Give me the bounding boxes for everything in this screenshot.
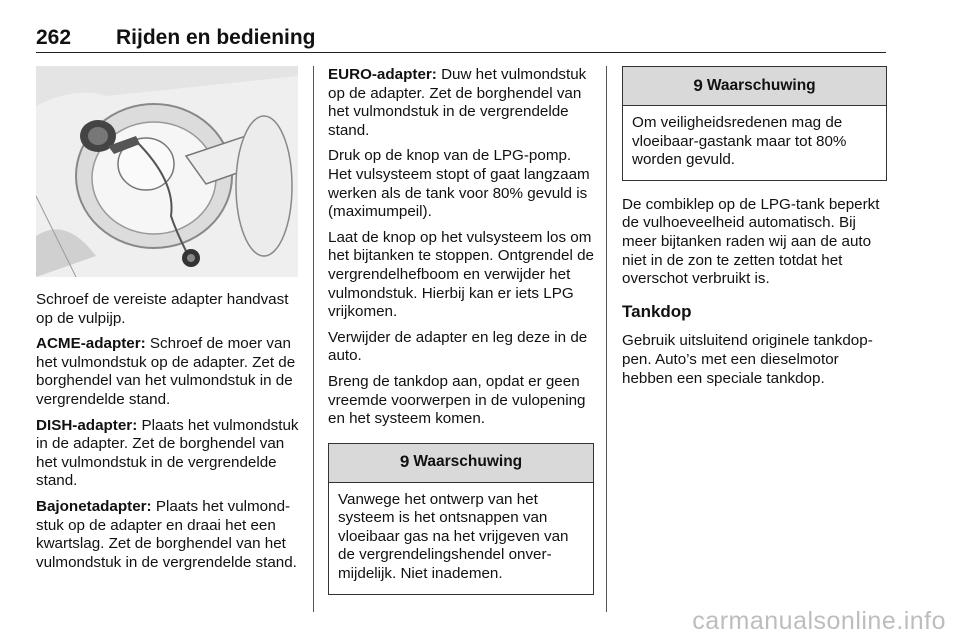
- column-1: [36, 66, 300, 579]
- warning-title: Waarschuwing: [706, 76, 816, 94]
- paragraph-euro: [328, 66, 594, 140]
- column-3: [622, 66, 887, 395]
- warning-box: [328, 443, 594, 595]
- warning-title: Waarschuwing: [413, 453, 523, 471]
- watermark: carmanualsonline.info: [692, 607, 946, 635]
- page-header: [36, 24, 886, 53]
- warning-triangle-icon: 9: [399, 452, 410, 472]
- warning-triangle-icon: 9: [693, 75, 703, 95]
- paragraph: De combiklep op de LPG-tank beperkt de vulhoeveelheid automatisch. Bij meer bijtanken raden wij aan de auto niet in de zon te zetten totdat het overschot verbruikt is.: [622, 195, 880, 288]
- paragraph: Gebruik uitsluitend originele tankdoppen. Auto’s met een dieselmotor hebben een speciale tankdop.: [622, 332, 873, 387]
- term-text: Duw het vulmondstuk op de adapter. Zet de borghendel van het vulmondstuk in de vergrendelde stand.: [328, 66, 587, 139]
- warning-body: [623, 106, 886, 180]
- paragraph: Schroef de vereiste adapter handvast op de vulpijp.: [36, 291, 289, 327]
- term-text: Plaats het vulmondstuk op de adapter en draai het een kwartslag. Zet de borghendel van het vulmondstuk in de vergrendelde stand.: [36, 497, 297, 571]
- term-text: Plaats het vulmondstuk in de adapter. Zet de borghendel van het vulmondstuk in de vergrendelde stand.: [36, 416, 299, 490]
- paragraph: Druk op de knop van de LPG-pomp. Het vulsysteem stopt of gaat langzaam werken als de tank voor 80% gevuld is (maximumpeil).: [328, 147, 590, 221]
- column-divider: [313, 66, 314, 612]
- term-label: EURO-adapter:: [328, 66, 437, 83]
- term-label: Bajonetadapter:: [36, 497, 152, 515]
- warning-header: [623, 67, 886, 106]
- warning-box: [622, 66, 887, 181]
- column-divider: [606, 66, 607, 612]
- page-title: Rijden en bediening: [116, 26, 316, 49]
- fuel-filler-figure: [36, 66, 298, 277]
- paragraph: Breng de tankdop aan, opdat er geen vreemde voorwerpen in de vulopening en het systeem komen.: [328, 372, 586, 428]
- page-number: 262: [36, 26, 72, 49]
- paragraph: Verwijder de adapter en leg deze in de auto.: [328, 328, 588, 365]
- term-label: DISH-adapter:: [36, 416, 138, 434]
- fuel-filler-lpg-adapter-illustration: [36, 66, 298, 277]
- warning-body: [329, 483, 593, 594]
- paragraph-bajonet: [36, 498, 300, 572]
- paragraph-acme: [36, 335, 300, 409]
- paragraph-dish: [36, 417, 300, 491]
- term-text: Schroef de moer van het vulmondstuk op de adapter. Zet de borghendel van het vulmondstuk in de vergrendelde stand.: [36, 335, 296, 408]
- warning-text: Om veiligheidsredenen mag de vloeibaar-gastank maar tot 80% worden gevuld.: [632, 114, 847, 169]
- warning-header: [329, 444, 593, 483]
- column-2: [328, 66, 594, 610]
- term-label: ACME-adapter:: [36, 335, 146, 353]
- paragraph: Laat de knop op het vulsysteem los om het bijtanken te stoppen. Ontgrendel de vergrendelhefboom en verwijder het vulmondstuk. Hierbij kan er iets LPG vrijkomen.: [328, 228, 594, 321]
- section-heading: Tankdop: [622, 301, 692, 321]
- warning-text: Vanwege het ontwerp van het systeem is het ontsnappen van vloeibaar gas na het vrijgeven van de vergrendelingshendel onvermijdelijk. Niet inademen.: [338, 490, 569, 583]
